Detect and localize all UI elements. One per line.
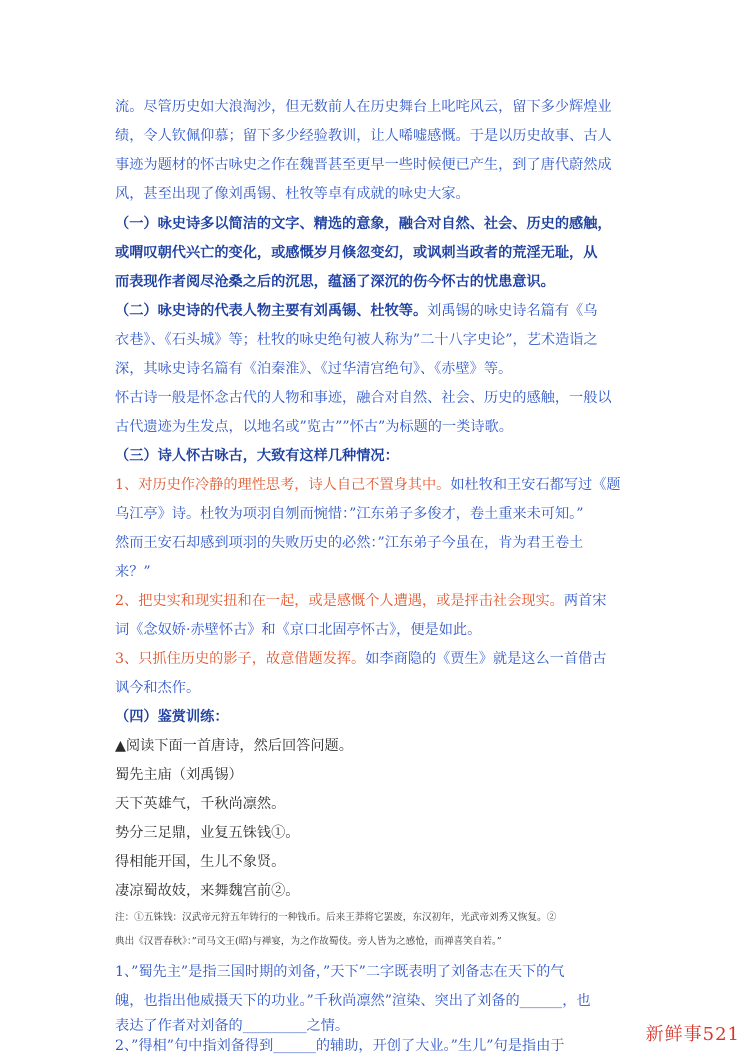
section3-heading: （三）诗人怀古咏古，大致有这样几种情况： [115,448,399,464]
section3-item2-red: 2、把史实和现实扭和在一起，或是感慨个人遭遇，或是抨击社会现实。 [115,593,564,609]
annotation-line-2: 典出《汉晋春秋》：”司马文王(昭)与禅宴，为之作故蜀伎。旁人皆为之感怆，而禅喜笑自若。” [115,936,502,947]
section3-item3-line-2: 讽今和杰作。 [115,680,201,696]
section3-item1-line-4: 来？” [115,564,151,580]
intro-line-4: 风，甚至出现了像刘禹锡、杜牧等卓有成就的咏史大家。 [115,186,470,202]
poem-title: 蜀先主庙（刘禹锡） [115,767,243,783]
section2-line-5: 古代遗迹为生发点，以地名或”览古””怀古”为标题的一类诗歌。 [115,419,513,435]
poem-line-2: 势分三足鼎，业复五铢钱①。 [115,825,300,841]
question-line-4: 2、”得相”句中指刘备得到______的辅助，开创了大业。”生儿”句是指由于 [115,1038,565,1054]
section1-line-3: 而表现作者阅尽沧桑之后的沉思，蕴涵了深沉的伤今怀古的忧患意识。 [115,274,555,290]
poem-line-4: 凄凉蜀故妓，来舞魏宫前②。 [115,883,300,899]
intro-line-1: 流。尽管历史如大浪淘沙，但无数前人在历史舞台上叱咤风云，留下多少辉煌业 [115,99,612,115]
section2-line-4: 怀古诗一般是怀念古代的人物和事迹，融合对自然、社会、历史的感触，一般以 [115,390,612,406]
section2-heading: （二）咏史诗的代表人物主要有刘禹锡、杜牧等。 [115,303,428,319]
question-line-1: 1、”蜀先主”是指三国时期的刘备，”天下”二字既表明了刘备志在天下的气 [115,964,565,980]
section3-item1-line-3: 然而王安石却感到项羽的失败历史的必然：”江东弟子今虽在，肯为君王卷土 [115,535,584,551]
section1-line-1: （一）咏史诗多以简洁的文字、精选的意象，融合对自然、社会、历史的感触， [115,216,612,232]
section3-item3-rest: 如李商隐的《贾生》就是这么一首借古 [365,651,607,667]
section2-line-2: 衣巷》、《石头城》等；杜牧的咏史绝句被人称为”二十八字史论”，艺术造诣之 [115,332,598,348]
section2-line-1 [115,297,655,326]
section3-item2-line-1 [115,587,655,616]
poem-line-3: 得相能开国，生儿不象贤。 [115,854,286,870]
section3-item3-red: 3、只抓住历史的影子，故意借题发挥。 [115,651,366,667]
section2-line1-rest: 刘禹锡的咏史诗名篇有《乌 [427,303,598,319]
intro-line-2: 绩，令人钦佩仰慕；留下多少经验教训，让人唏嘘感慨。于是以历史故事、古人 [115,128,612,144]
watermark: 新鲜事521 [645,1024,740,1045]
section3-item1-red: 1、对历史作冷静的理性思考，诗人自己不置身其中。 [115,477,451,493]
section3-item2-line-2: 词《念奴娇·赤壁怀古》和《京口北固亭怀古》，便是如此。 [115,622,482,638]
section2-line-3: 深，其咏史诗名篇有《泊秦淮》、《过华清宫绝句》、《赤壁》等。 [115,361,513,377]
poem-line-1: 天下英雄气，千秋尚凛然。 [115,796,286,812]
section3-item1-rest: 如杜牧和王安石都写过《题 [450,477,621,493]
section4-prompt: ▲阅读下面一首唐诗，然后回答问题。 [115,738,353,754]
intro-line-3: 事迹为题材的怀古咏史之作在魏晋甚至更早一些时候便已产生，到了唐代蔚然成 [115,157,612,173]
question-line-3: 表达了作者对刘备的_________之情。 [115,1018,350,1034]
question-line-2: 魄，也指出他威摄天下的功业。”千秋尚凛然”渲染、突出了刘备的______，也 [115,993,591,1009]
section1-line-2: 或喟叹朝代兴亡的变化，或感慨岁月倏忽变幻，或讽刺当政者的荒淫无耻，从 [115,245,598,261]
section3-item1-line-1 [115,471,655,500]
section3-item1-line-2: 乌江亭》诗。杜牧为项羽自刎而惋惜：”江东弟子多俊才，卷土重来未可知。” [115,506,584,522]
section3-item3-line-1 [115,645,655,674]
annotation-line-1: 注：①五铢钱：汉武帝元狩五年铸行的一种钱币。后来王莽将它罢废，东汉初年，光武帝刘秀又恢复。② [115,912,557,923]
section3-item2-rest: 两首宋 [563,593,607,609]
section4-heading: （四）鉴赏训练： [115,709,229,725]
